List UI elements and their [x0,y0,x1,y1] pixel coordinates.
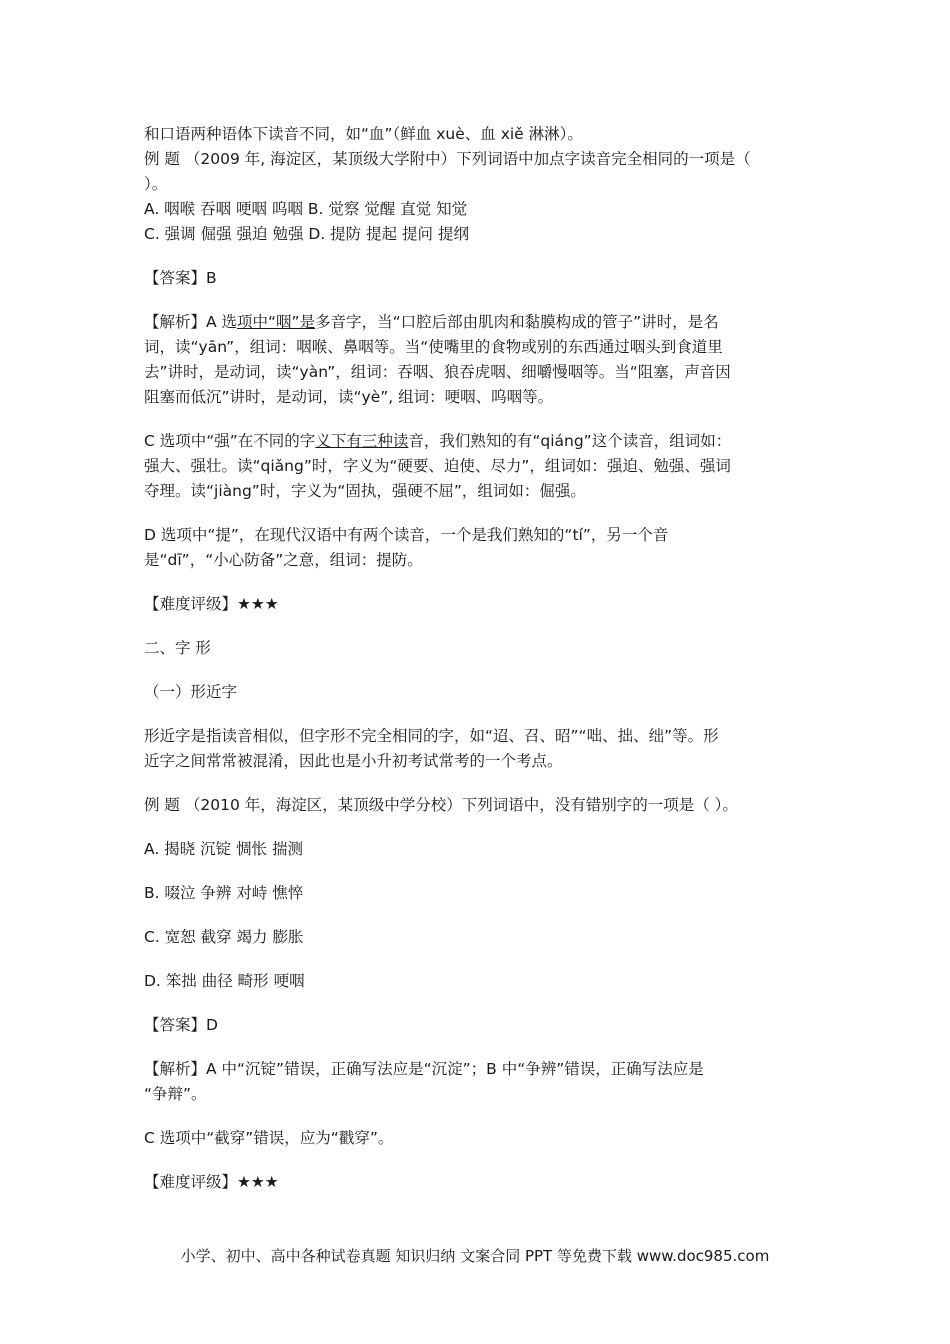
question-1-options-cd: C. 强调 倔强 强迫 勉强 D. 提防 提起 提问 提纲 [144,225,469,243]
question-2: 例 题 （2010 年，海淀区，某顶级中学分校）下列词语中，没有错别字的一项是（ ）。 [144,796,738,814]
analysis-a-suffix: 多音字，当“口腔后部由肌肉和黏膜构成的管子”讲时，是名 [315,313,719,331]
analysis-c-line-2: 强大、强壮。读“qiǎng”时，字义为“硬要、迫使、尽力”，组词如：强迫、勉强、强词 [144,457,731,475]
footer-text: 小学、初中、高中各种试卷真题 知识归纳 文案合同 PPT 等免费下载 www.doc985.com [180,1247,770,1265]
section-subtitle: （一）形近字 [144,683,238,701]
question-2-analysis-line-1: 【解析】A 中“沉锭”错误，正确写法应是“沉淀”；B 中“争辨”错误，正确写法应是 [144,1060,704,1078]
analysis-d-line-2: 是“dī”，“小心防备”之意，组词：提防。 [144,551,423,569]
question-1-options-ab: A. 咽喉 吞咽 哽咽 呜咽 B. 觉察 觉醒 直觉 知觉 [144,200,468,218]
analysis-c-prefix: C 选项中“强”在不同的字 [144,432,316,450]
analysis-a-line-2: 词，读“yān”，组词：咽喉、鼻咽等。当“使嘴里的食物或别的东西通过咽头到食道里 [144,338,723,356]
question-1-line-1: 例 题 （2009 年, 海淀区，某顶级大学附中）下列词语中加点字读音完全相同的一项是（ [144,150,751,168]
intro-line: 和口语两种语体下读音不同，如“血”（鲜血 xuè、血 xiě 淋淋）。 [144,125,583,143]
question-2-analysis-line-2: “争辩”。 [144,1085,207,1103]
question-2-option-a: A. 揭晓 沉锭 惆怅 揣测 [144,840,303,858]
analysis-a-line-1 [144,310,806,335]
question-2-answer: 【答案】D [144,1016,218,1034]
question-2-difficulty: 【难度评级】★★★ [144,1173,279,1191]
analysis-d-line-1: D 选项中“提”，在现代汉语中有两个读音，一个是我们熟知的“tí”，另一个音 [144,526,669,544]
analysis-a-line-4: 阻塞而低沉”讲时，是动词，读“yè”, 组词：哽咽、呜咽等。 [144,388,554,406]
analysis-c-line-3: 夺理。读“jiàng”时，字义为“固执，强硬不屈”，组词如：倔强。 [144,482,586,500]
analysis-c-line-1 [144,429,806,454]
question-2-option-d: D. 笨拙 曲径 畸形 哽咽 [144,972,305,990]
question-1-answer: 【答案】B [144,269,217,287]
analysis-c-suffix: 音，我们熟知的有“qiáng”这个读音，组词如： [408,432,732,450]
question-1-difficulty: 【难度评级】★★★ [144,595,279,613]
question-1-line-2: ）。 [144,175,168,193]
question-2-option-c: C. 宽恕 截穿 竭力 膨胀 [144,928,304,946]
question-2-analysis-c: C 选项中“截穿”错误，应为“戳穿”。 [144,1129,394,1147]
analysis-a-line-3: 去”讲时，是动词，读“yàn”，组词：吞咽、狼吞虎咽、细嚼慢咽等。当“阻塞，声音因 [144,363,731,381]
analysis-a-prefix: 【解析】A 选 [144,313,238,331]
analysis-c-underlined: 义下有三种读 [315,432,409,450]
section-desc-line-1: 形近字是指读音相似，但字形不完全相同的字，如“迢、召、昭”“咄、拙、绌”等。形 [144,727,719,745]
question-2-option-b: B. 啜泣 争辨 对峙 憔悴 [144,884,304,902]
section-desc-line-2: 近字之间常常被混淆，因此也是小升初考试常考的一个考点。 [144,752,563,770]
document-body [144,122,806,1195]
analysis-a-underlined: 项中“咽”是 [237,313,316,331]
section-title: 二、字 形 [144,639,211,657]
